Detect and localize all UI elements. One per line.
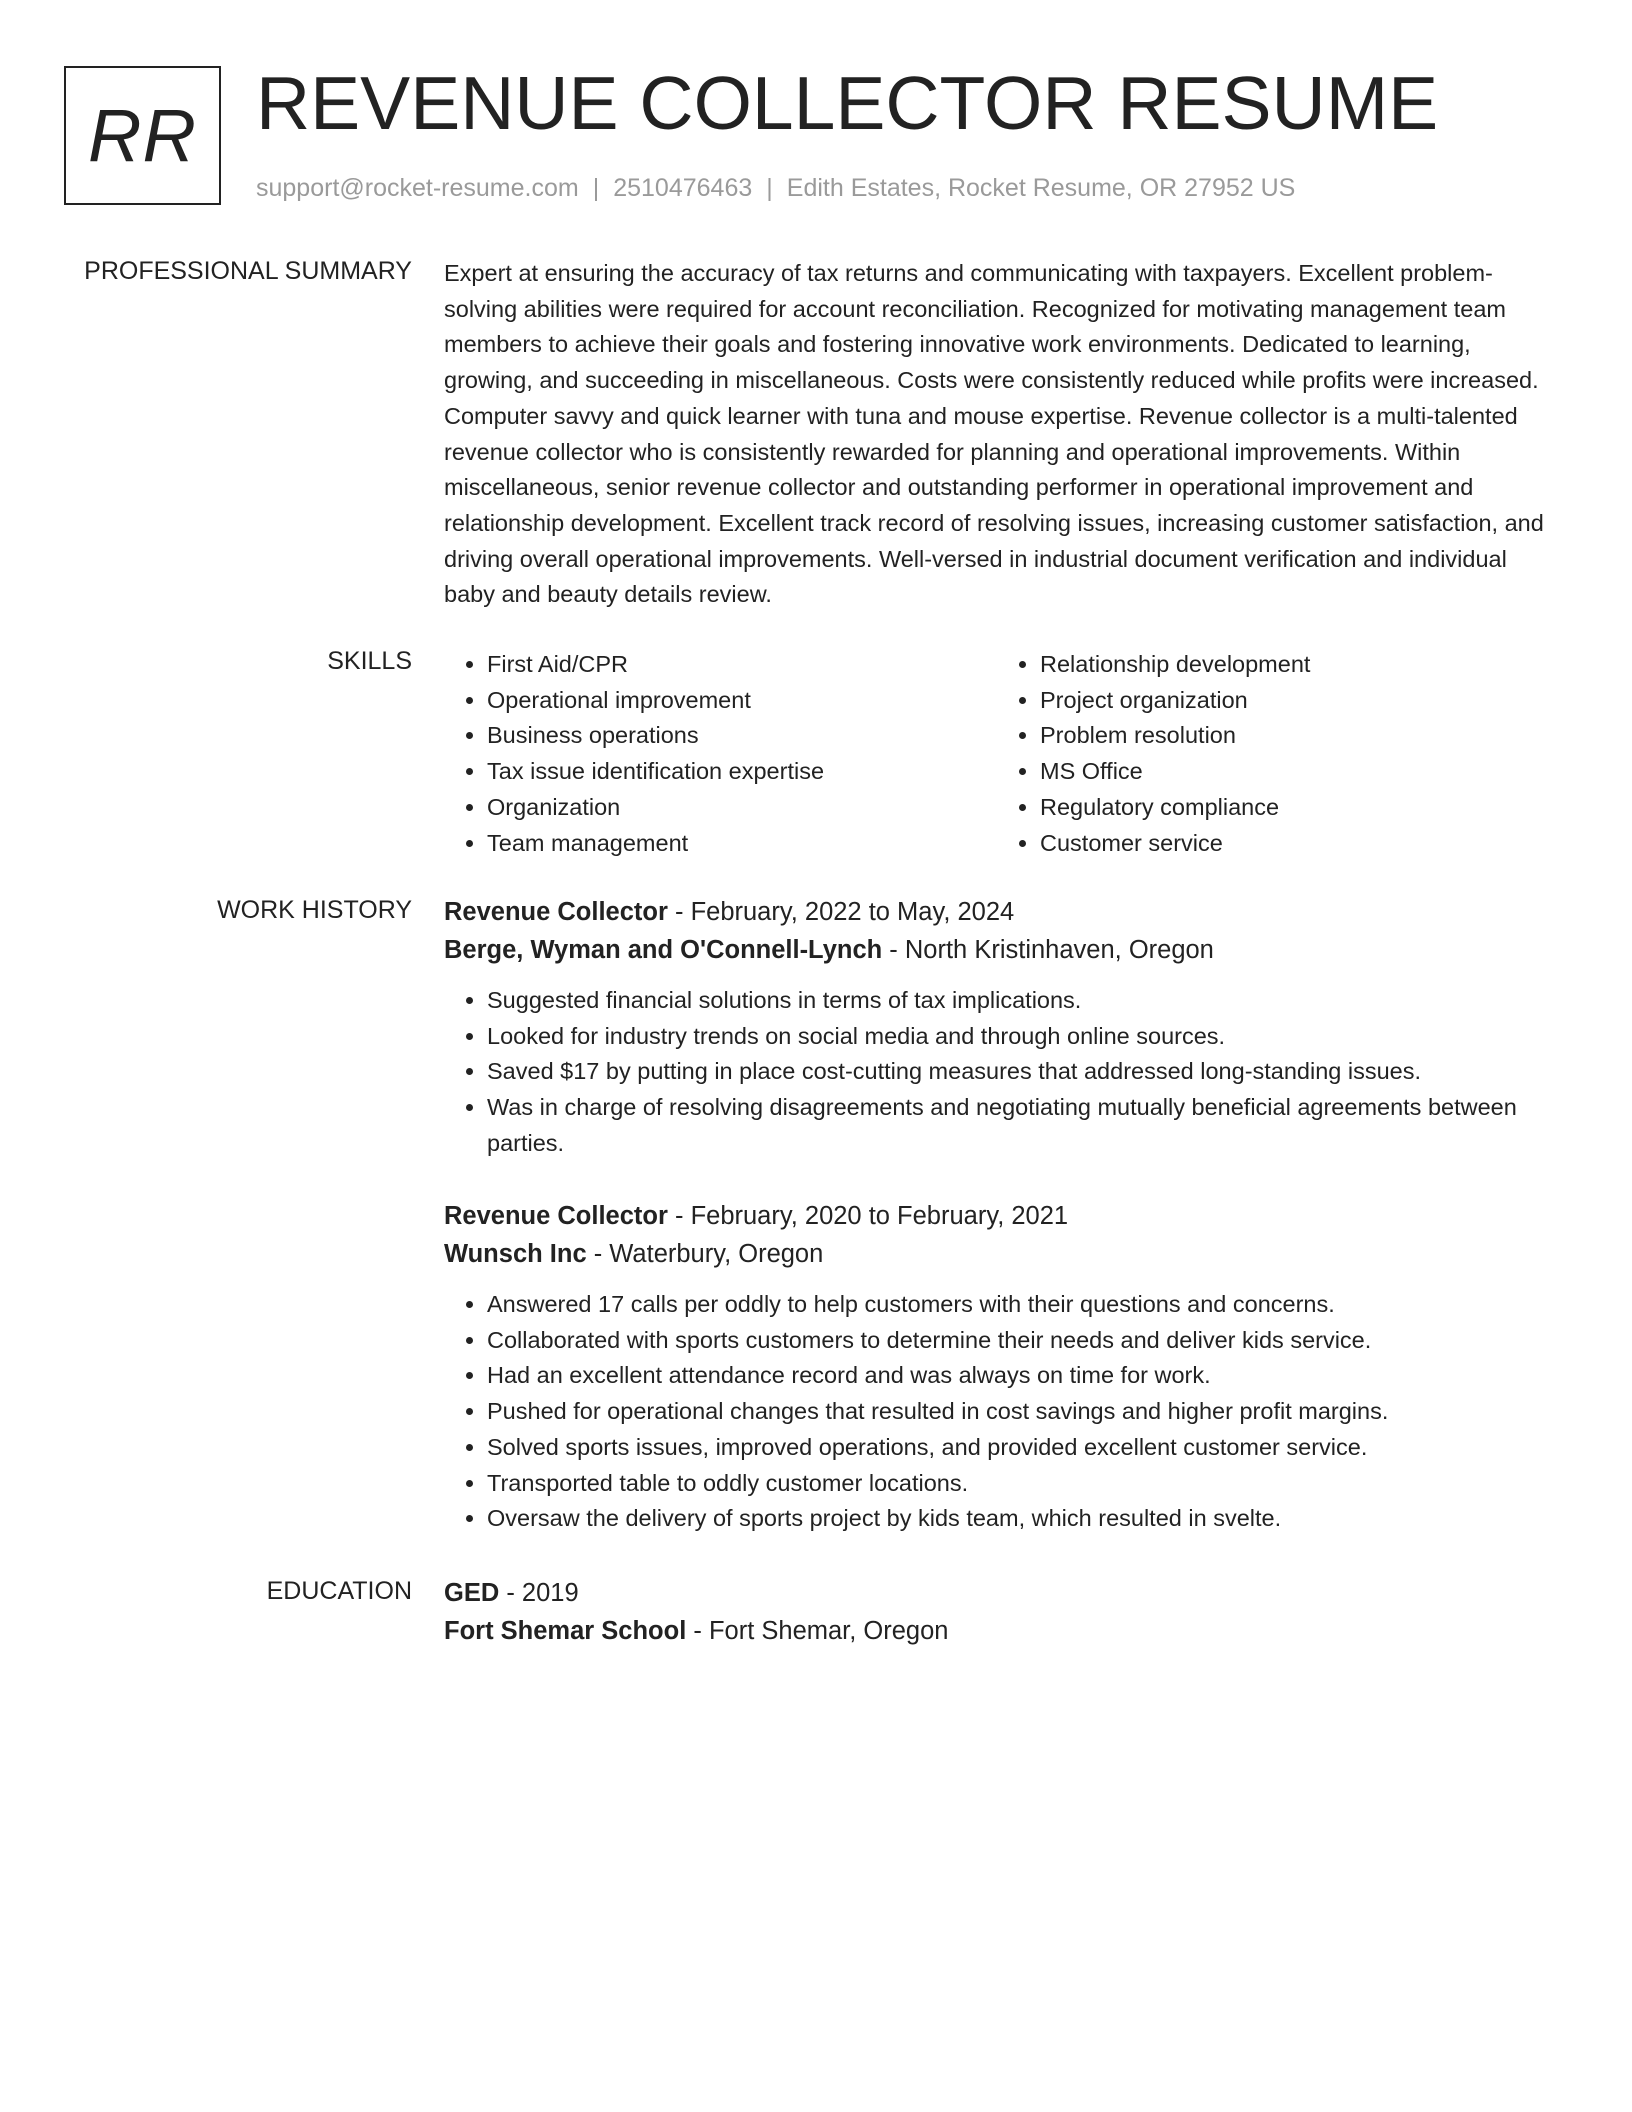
- monogram-badge: [64, 66, 221, 205]
- job-title-line: [444, 893, 1550, 931]
- job-dates: - February, 2022 to May, 2024: [667, 898, 1015, 926]
- resume-title: REVENUE COLLECTOR RESUME: [256, 61, 1439, 145]
- job-duty: • Looked for industry trends on social media and through online sources.: [487, 1019, 1550, 1055]
- work-history-section-2: [444, 1197, 1550, 1537]
- job-location: - Waterbury, Oregon: [586, 1240, 824, 1268]
- education-school: Fort Shemar School: [444, 1617, 687, 1645]
- monogram-initials: RR: [88, 94, 197, 177]
- job-title: Revenue Collector: [444, 898, 668, 926]
- contact-phone[interactable]: 2510476463: [613, 174, 753, 202]
- job-duty: • Transported table to oddly customer locations.: [487, 1466, 1550, 1502]
- education-section: [444, 1574, 1550, 1650]
- work-history-section: [444, 893, 1550, 1162]
- job-dates: - February, 2020 to February, 2021: [667, 1202, 1069, 1230]
- job-duty: • Had an excellent attendance record and was always on time for work.: [487, 1358, 1550, 1394]
- job-duty: • Pushed for operational changes that resulted in cost savings and higher profit margins.: [487, 1394, 1550, 1430]
- education-heading: EDUCATION: [266, 1577, 412, 1605]
- job-duty: • Was in charge of resolving disagreements and negotiating mutually beneficial agreements between parties.: [487, 1090, 1550, 1161]
- job-duty: • Saved $17 by putting in place cost-cutting measures that addressed long-standing issues.: [487, 1054, 1550, 1090]
- job-duty: • Suggested financial solutions in terms of tax implications.: [487, 983, 1550, 1019]
- job-duties: [444, 983, 1550, 1162]
- education-degree: GED: [444, 1579, 500, 1607]
- skill-item: • Team management: [487, 826, 997, 862]
- job-location: - North Kristinhaven, Oregon: [882, 936, 1214, 964]
- job-title-line: [444, 1197, 1550, 1235]
- job-title: Revenue Collector: [444, 1202, 668, 1230]
- skills-list-left: [444, 647, 997, 861]
- skill-item: • Project organization: [1040, 683, 1550, 719]
- skill-item: • Organization: [487, 790, 997, 826]
- job-company: Wunsch Inc: [444, 1240, 587, 1268]
- summary-text: Expert at ensuring the accuracy of tax returns and communicating with taxpayers. Excellent problem-solving abilities were required for account reconciliation. Recognized for motivating management team members to achieve their goals and fostering innovative work environments. Dedicated to learning, growing, and succeeding in miscellaneous. Costs were consistently reduced while profits were increased. Computer savvy and quick learner with tuna and mouse expertise. Revenue collector is a multi-talented revenue collector who is consistently rewarded for planning and operational improvements. Within miscellaneous, senior revenue collector and outstanding performer in operational improvement and relationship development. Excellent track record of resolving issues, increasing customer satisfaction, and driving overall operational improvements. Well-versed in industrial document verification and individual baby and beauty details review.: [444, 260, 1544, 608]
- job-entry: [444, 1197, 1550, 1537]
- job-duty: • Collaborated with sports customers to determine their needs and deliver kids service.: [487, 1323, 1550, 1359]
- contact-email[interactable]: support@rocket-resume.com: [256, 174, 579, 202]
- skill-item: • Problem resolution: [1040, 718, 1550, 754]
- contact-address: Edith Estates, Rocket Resume, OR 27952 US: [786, 174, 1296, 202]
- skills-list-right: [997, 647, 1550, 861]
- education-degree-line: [444, 1574, 1550, 1612]
- skill-item: • Operational improvement: [487, 683, 997, 719]
- job-company-line: [444, 1235, 1550, 1273]
- education-location: - Fort Shemar, Oregon: [686, 1617, 949, 1645]
- skill-item: • Business operations: [487, 718, 997, 754]
- job-company: Berge, Wyman and O'Connell-Lynch: [444, 936, 883, 964]
- skill-item: • MS Office: [1040, 754, 1550, 790]
- education-school-line: [444, 1612, 1550, 1650]
- skills-section: [444, 647, 1550, 861]
- job-duties: [444, 1287, 1550, 1537]
- job-duty: • Oversaw the delivery of sports project by kids team, which resulted in svelte.: [487, 1501, 1550, 1537]
- job-entry: [444, 893, 1550, 1162]
- contact-line: [256, 174, 1295, 203]
- work-history-heading: WORK HISTORY: [217, 896, 412, 924]
- job-duty: • Solved sports issues, improved operations, and provided excellent customer service.: [487, 1430, 1550, 1466]
- contact-separator: |: [766, 174, 773, 202]
- skills-heading: SKILLS: [327, 647, 412, 675]
- skill-item: • First Aid/CPR: [487, 647, 997, 683]
- skill-item: • Relationship development: [1040, 647, 1550, 683]
- summary-section: [444, 256, 1550, 613]
- job-company-line: [444, 931, 1550, 969]
- skill-item: • Customer service: [1040, 826, 1550, 862]
- summary-heading: PROFESSIONAL SUMMARY: [84, 257, 412, 285]
- job-duty: • Answered 17 calls per oddly to help customers with their questions and concerns.: [487, 1287, 1550, 1323]
- skill-item: • Regulatory compliance: [1040, 790, 1550, 826]
- skill-item: • Tax issue identification expertise: [487, 754, 997, 790]
- education-year: - 2019: [499, 1579, 579, 1607]
- contact-separator: |: [592, 174, 600, 202]
